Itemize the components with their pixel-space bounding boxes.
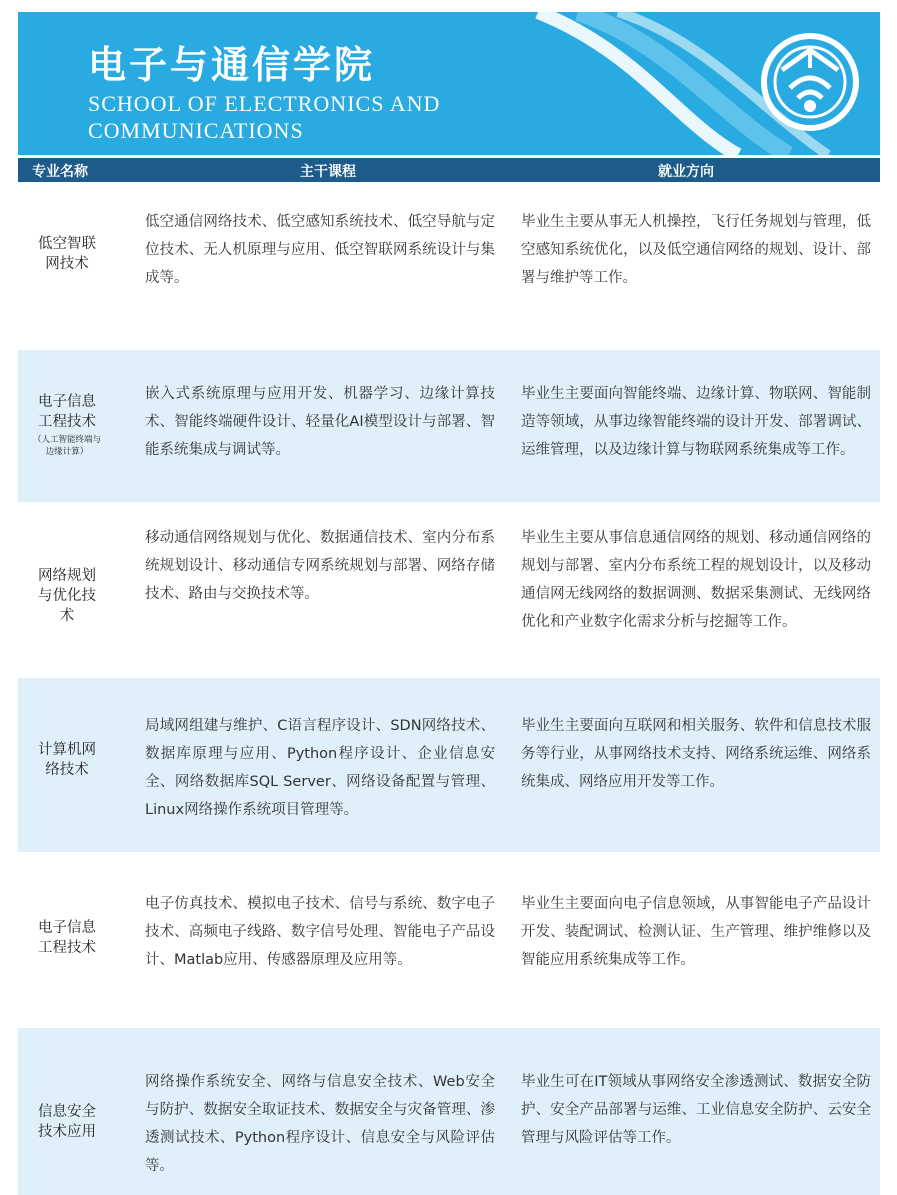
major-careers: 毕业生主要从事信息通信网络的规划、移动通信网络的规划与部署、室内分布系统工程的规划设计，以及移动通信网无线网络的数据调测、数据采集测试、无线网络优化和产业数字化需求分析与挖掘等工作。 bbox=[521, 530, 871, 630]
school-title-en: SCHOOL OF ELECTRONICS AND COMMUNICATIONS bbox=[88, 91, 441, 143]
table-row bbox=[18, 350, 880, 502]
major-careers: 毕业生主要面向智能终端、边缘计算、物联网、智能制造等领域，从事边缘智能终端的设计开发、部署调试、运维管理，以及边缘计算与物联网系统集成等工作。 bbox=[521, 386, 871, 458]
table-row bbox=[18, 182, 880, 350]
major-careers: 毕业生主要面向互联网和相关服务、软件和信息技术服务等行业，从事网络技术支持、网络系统运维、网络系统集成、网络应用开发等工作。 bbox=[521, 718, 871, 790]
major-courses: 嵌入式系统原理与应用开发、机器学习、边缘计算技术、智能终端硬件设计、轻量化AI模型设计与部署、智能系统集成与调试等。 bbox=[145, 386, 495, 458]
major-careers: 毕业生可在IT领域从事网络安全渗透测试、数据安全防护、安全产品部署与运维、工业信息安全防护、云安全管理与风险评估等工作。 bbox=[521, 1074, 871, 1146]
major-name-block bbox=[18, 392, 116, 458]
major-courses: 电子仿真技术、模拟电子技术、信号与系统、数字电子技术、高频电子线路、数字信号处理、智能电子产品设计、Matlab应用、传感器原理及应用等。 bbox=[145, 896, 495, 968]
major-name: 低空智联网技术 bbox=[38, 236, 96, 272]
major-name: 网络规划与优化技术 bbox=[38, 568, 96, 624]
table-row bbox=[18, 852, 880, 1028]
major-name: 电子信息工程技术 bbox=[38, 920, 96, 956]
major-name: 信息安全技术应用 bbox=[38, 1104, 96, 1140]
table-header bbox=[18, 158, 880, 182]
major-name-note: （人工智能终端与边缘计算） bbox=[32, 435, 101, 457]
major-name: 计算机网络技术 bbox=[38, 742, 96, 778]
major-courses: 局域网组建与维护、C语言程序设计、SDN网络技术、数据库原理与应用、Python程序设计、企业信息安全、网络数据库SQL Server、网络设备配置与管理、Linux网络操作系统项目管理等。 bbox=[145, 718, 495, 818]
major-careers: 毕业生主要面向电子信息领域，从事智能电子产品设计开发、装配调试、检测认证、生产管理、维护维修以及智能应用系统集成等工作。 bbox=[521, 896, 871, 968]
table-row bbox=[18, 502, 880, 678]
column-header-courses: 主干课程 bbox=[300, 164, 356, 180]
column-header-major: 专业名称 bbox=[32, 164, 88, 180]
column-header-careers: 就业方向 bbox=[658, 164, 714, 180]
major-name: 电子信息工程技术 bbox=[38, 394, 96, 430]
table-row bbox=[18, 1028, 880, 1195]
school-header-banner bbox=[18, 12, 880, 155]
major-careers: 毕业生主要从事无人机操控，飞行任务规划与管理，低空感知系统优化，以及低空通信网络的规划、设计、部署与维护等工作。 bbox=[521, 214, 871, 286]
table-row bbox=[18, 678, 880, 852]
major-courses: 网络操作系统安全、网络与信息安全技术、Web安全与防护、数据安全取证技术、数据安全与灾备管理、渗透测试技术、Python程序设计、信息安全与风险评估等。 bbox=[145, 1074, 495, 1174]
major-courses: 低空通信网络技术、低空感知系统技术、低空导航与定位技术、无人机原理与应用、低空智联网系统设计与集成等。 bbox=[145, 214, 495, 286]
major-courses: 移动通信网络规划与优化、数据通信技术、室内分布系统规划设计、移动通信专网系统规划与部署、网络存储技术、路由与交换技术等。 bbox=[145, 530, 495, 602]
school-emblem-icon bbox=[760, 32, 860, 132]
school-title-cn: 电子与通信学院 bbox=[88, 42, 376, 87]
